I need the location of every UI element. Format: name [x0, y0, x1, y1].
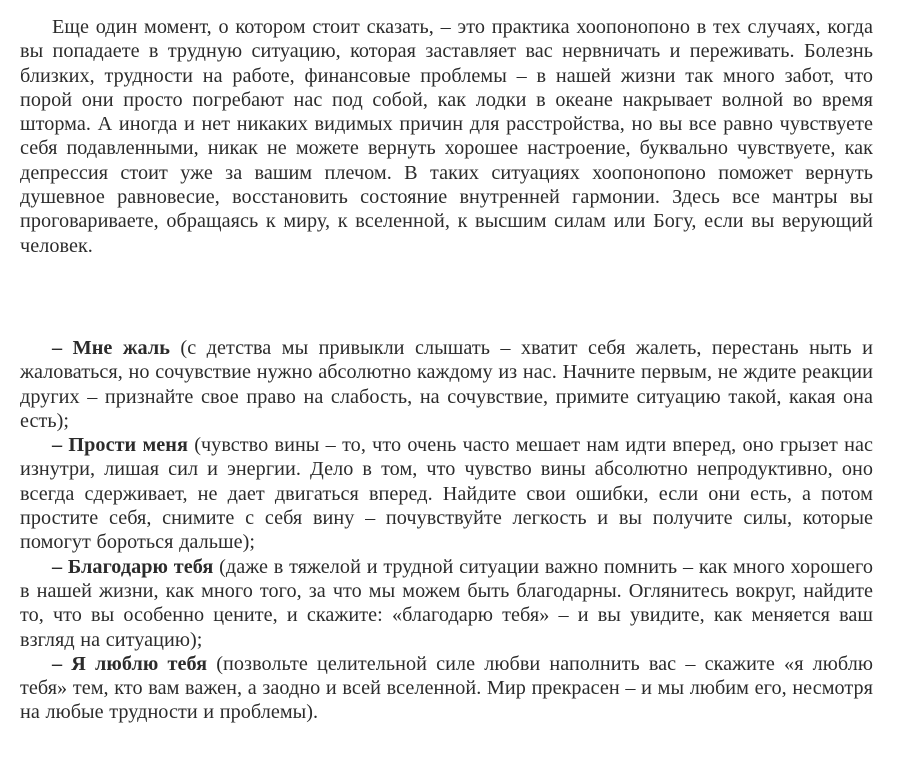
intro-paragraph: Еще один момент, о котором стоит сказать, – это практика хоопонопоно в тех случаях, когда вы попадаете в трудную ситуацию, которая заставляет вас нервничать и переживать. Болезнь близких, трудности на работе, финансовые проблемы – в нашей жизни так много забот, что порой они просто погребают нас под собой, как лодки в океане накрывает волной во время шторма. А иногда и нет никаких видимых причин для расстройства, но вы все равно чувствуете себя подавленными, никак не можете вернуть хорошее настроение, буквально чувствуете, как депрессия стоит уже за вашим плечом. В таких ситуациях хоопонопоно поможет вернуть душевное равновесие, восстановить состояние внутренней гармонии. Здесь все мантры вы проговариваете, обращаясь к миру, к вселенной, к высшим силам или Богу, если вы верующий человек. — [20, 16, 873, 257]
mantra-description: (с детства мы привыкли слышать – хватит себя жалеть, перестань ныть и жаловаться, но сочувствие нужно абсолютно каждому из нас. Начните первым, не ждите реакции других – признайте свое право на слабость, на сочувствие, примите ситуацию такой, какая она есть); — [20, 337, 873, 432]
mantra-thank-you — [20, 555, 873, 652]
mantra-description: (даже в тяжелой и трудной ситуации важно помнить – как много хорошего в нашей жизни, как много того, за что мы можем быть благодарны. Оглянитесь вокруг, найдите то, что вы особенно цените, и скажите: «благодарю тебя» – и вы увидите, как меняется ваш взгляд на ситуацию); — [20, 555, 874, 651]
mantra-description: (чувство вины – то, что очень часто мешает нам идти вперед, оно грызет нас изнутри, лишая сил и энергии. Дело в том, что чувство вины абсолютно непродуктивно, оно всегда сдерживает, не дает двигаться вперед. Найдите свои ошибки, если они есть, а потом простите себя, снимите с себя вину – почувствуйте легкость и вы получите силы, которые помогут бороться дальше); — [20, 434, 873, 554]
mantra-list — [20, 336, 873, 725]
mantra-phrase: – Благодарю тебя — [52, 555, 214, 578]
mantra-phrase: – Прости меня — [52, 434, 188, 457]
mantra-phrase: – Мне жаль — [52, 337, 170, 359]
mantra-sorry — [20, 336, 873, 433]
mantra-i-love-you — [20, 652, 873, 725]
mantra-description: (позвольте целительной силе любви наполнить вас – скажите «я люблю тебя» тем, кто вам важен, а заодно и всей вселенной. Мир прекрасен – и мы любим его, несмотря на любые трудности и проблемы). — [20, 652, 873, 724]
mantra-phrase: – Я люблю тебя — [52, 652, 208, 675]
mantra-forgive-me — [20, 433, 873, 554]
